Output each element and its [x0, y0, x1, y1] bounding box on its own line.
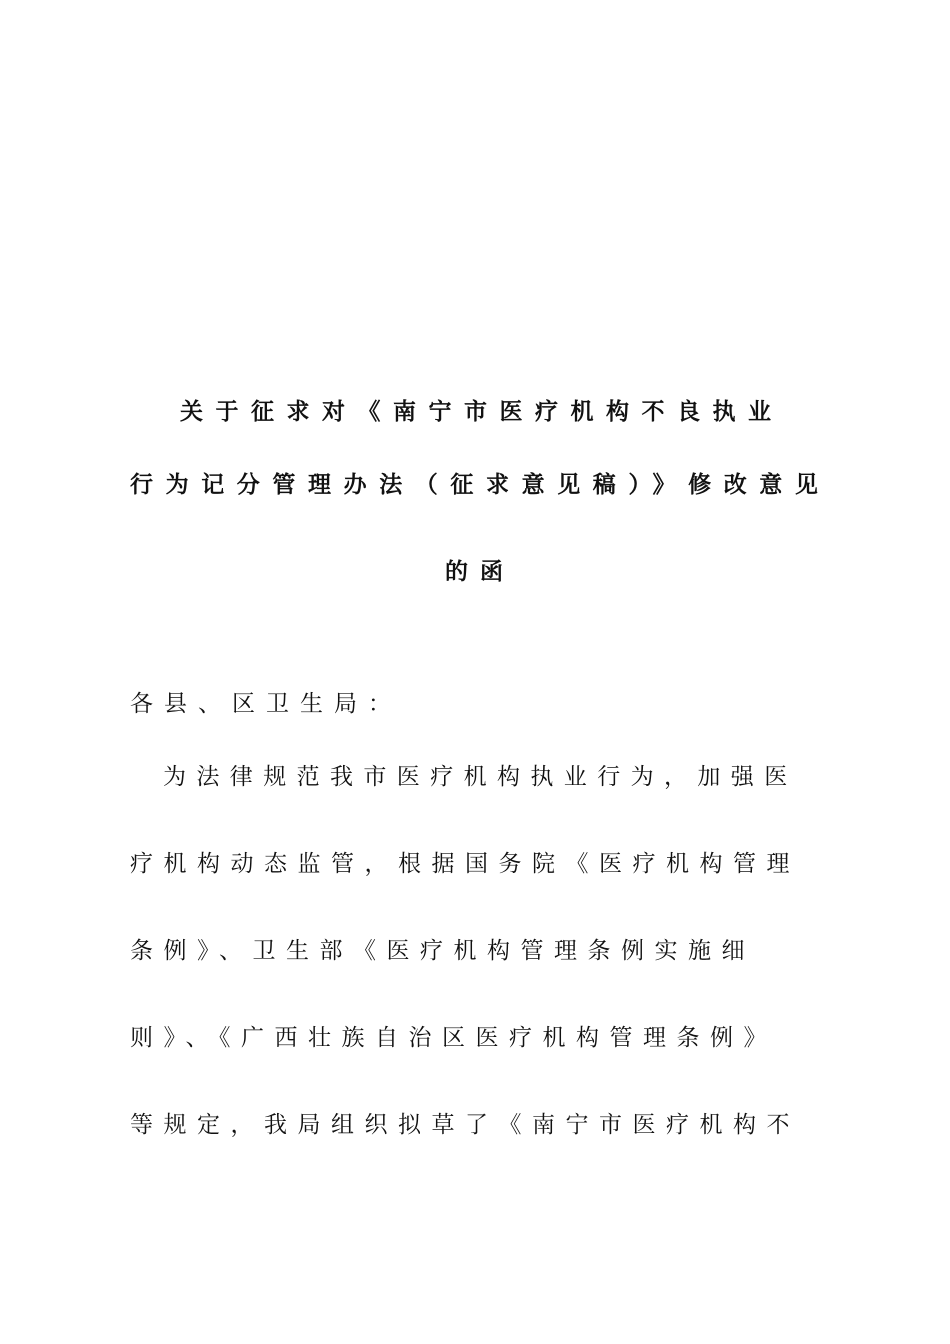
body-line-3: 条例》、卫生部《医疗机构管理条例实施细	[130, 938, 755, 964]
document-title-line-2: 行为记分管理办法（征求意见稿）》修改意见	[130, 472, 831, 498]
body-line-2: 疗机构动态监管，根据国务院《医疗机构管理	[130, 851, 800, 877]
salutation: 各县、区卫生局：	[130, 691, 402, 717]
body-line-4: 则》、《广西壮族自治区医疗机构管理条例》	[130, 1025, 777, 1051]
document-title-line-3: 的函	[445, 559, 515, 585]
body-line-5: 等规定，我局组织拟草了《南宁市医疗机构不	[130, 1112, 800, 1138]
document-title-line-1: 关于征求对《南宁市医疗机构不良执业	[180, 399, 784, 425]
body-line-1: 为法律规范我市医疗机构执业行为，加强医	[163, 764, 798, 790]
